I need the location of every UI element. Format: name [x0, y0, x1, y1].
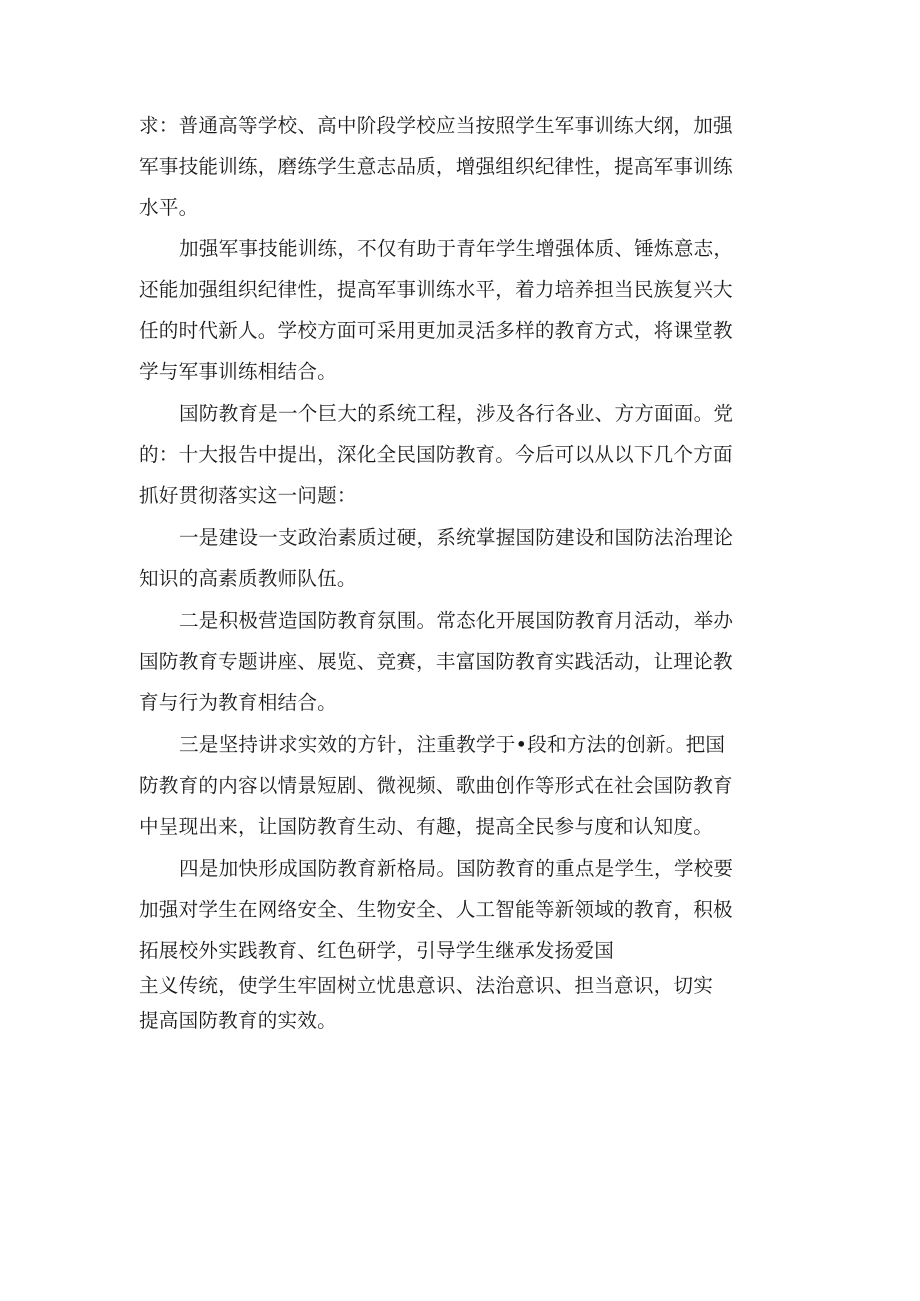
paragraph-7-line-5: 提高国防教育的实效。: [139, 1009, 337, 1032]
paragraph-1-line-3: 水平。: [139, 196, 199, 219]
paragraph-4-line-1: 一是建设一支政治素质过硬，系统掌握国防建设和国防法治理论: [179, 526, 734, 549]
paragraph-3-line-1: 国防教育是一个巨大的系统工程，涉及各行各业、方方面面。党: [179, 402, 734, 425]
paragraph-2-line-2: 还能加强组织纪律性，提高军事训练水平，着力培养担当民族复兴大: [139, 278, 733, 301]
paragraph-7-line-2: 加强对学生在网络安全、生物安全、人工智能等新领域的教育，积极: [139, 898, 733, 921]
paragraph-1-line-1: 求：普通高等学校、高中阶段学校应当按照学生军事训练大纲，加强: [139, 114, 733, 137]
paragraph-1-line-2: 军事技能训练，磨练学生意志品质，增强组织纪律性，提高军事训练: [139, 155, 733, 178]
paragraph-5-line-3: 育与行为教育相结合。: [139, 691, 337, 714]
paragraph-3-line-3: 抓好贯彻落实这一问题：: [139, 484, 357, 507]
paragraph-6-line-3: 中呈现出来，让国防教育生动、有趣，提高全民参与度和认知度。: [139, 815, 714, 838]
paragraph-5-line-2: 国防教育专题讲座、展览、竞赛，丰富国防教育实践活动，让理论教: [139, 650, 733, 673]
paragraph-3-line-2: 的：十大报告中提出，深化全民国防教育。今后可以从以下几个方面: [139, 443, 733, 466]
paragraph-2-line-1: 加强军事技能训练，不仅有助于青年学生增强体质、锤炼意志，: [179, 237, 734, 260]
paragraph-4-line-2: 知识的高素质教师队伍。: [139, 567, 357, 590]
paragraph-2-line-3: 任的时代新人。学校方面可采用更加灵活多样的教育方式，将课堂教: [139, 319, 733, 342]
paragraph-7-line-1: 四是加快形成国防教育新格局。国防教育的重点是学生，学校要: [179, 857, 734, 880]
paragraph-5-line-1: 二是积极营造国防教育氛围。常态化开展国防教育月活动，举办: [179, 609, 734, 632]
paragraph-2-line-4: 学与军事训练相结合。: [139, 360, 337, 383]
paragraph-7-line-3: 拓展校外实践教育、红色研学，引导学生继承发扬爱国: [139, 939, 615, 962]
paragraph-6-line-2: 防教育的内容以情景短剧、微视频、歌曲创作等形式在社会国防教育: [139, 774, 733, 797]
paragraph-6-line-1: 三是坚持讲求实效的方针，注重教学于•段和方法的创新。把国: [179, 733, 726, 756]
paragraph-7-line-4: 主义传统，使学生牢固树立忧患意识、法治意识、担当意识，切实: [139, 974, 714, 997]
